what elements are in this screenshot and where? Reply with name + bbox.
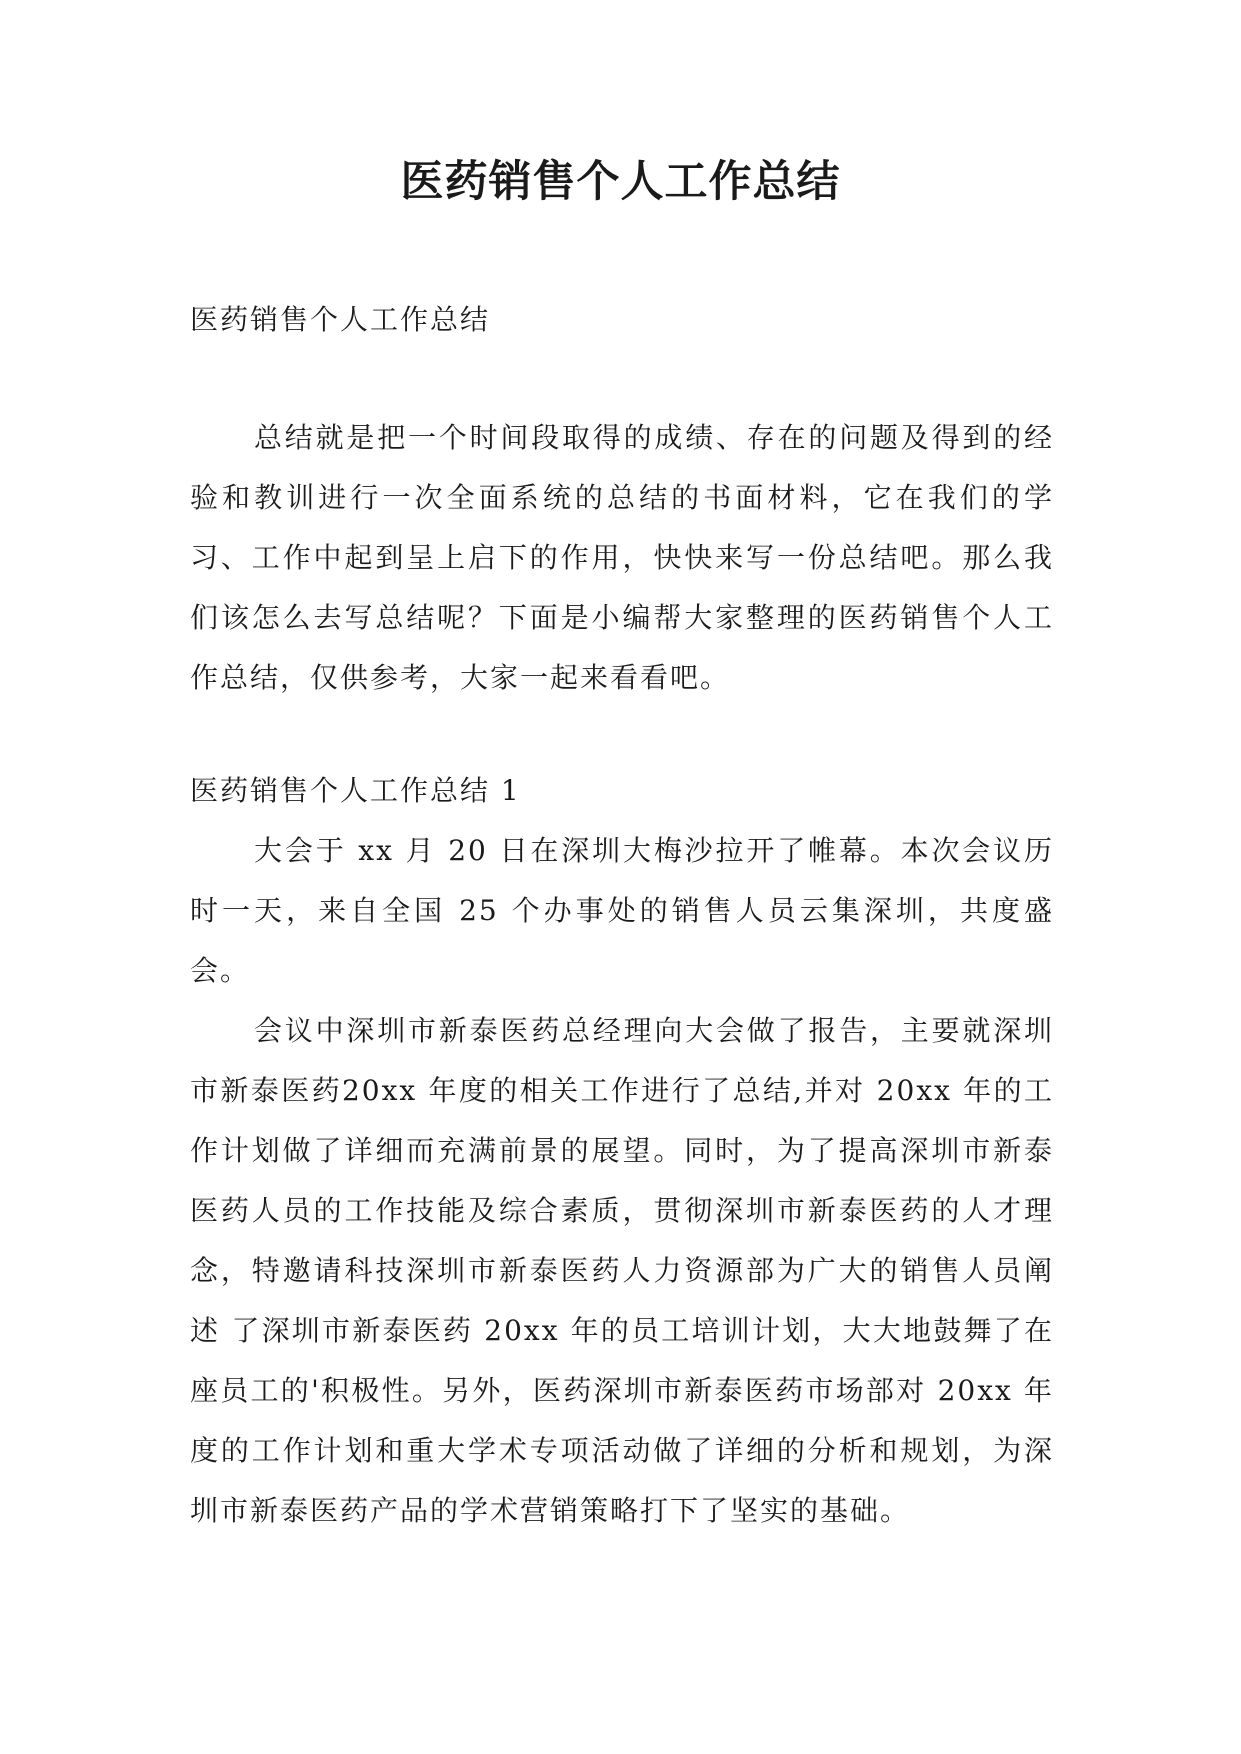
document-title: 医药销售个人工作总结	[400, 157, 841, 207]
body-paragraph-2: 会议中深圳市新泰医药总经理向大会做了报告，主要就深圳市新泰医药20xx 年度的相关工作进行了总结,并对 20xx 年的工作计划做了详细而充满前景的展望。同时，为了提高深圳市新泰医药人员的工作技能及综合素质，贯彻深圳市新泰医药的人才理念，特邀请科技深圳市新泰医药人力资源部为广大的销售人员阐述 了深圳市新泰医药 20xx 年的员工培训计划，大大地鼓舞了在座员工的'积极性。另外，医药深圳市新泰医药市场部对 20xx 年度的工作计划和重大学术专项活动做了详细的分析和规划，为深圳市新泰医药产品的学术营销策略打下了坚实的基础。	[190, 1014, 1054, 1527]
document-body	[190, 290, 1054, 1541]
body-paragraph-1: 大会于 xx 月 20 日在深圳大梅沙拉开了帷幕。本次会议历时一天，来自全国 25 个办事处的销售人员云集深圳，共度盛会。	[190, 834, 1054, 987]
section-heading: 医药销售个人工作总结 1	[190, 774, 521, 807]
document-subtitle: 医药销售个人工作总结	[190, 303, 491, 336]
intro-paragraph: 总结就是把一个时间段取得的成绩、存在的问题及得到的经验和教训进行一次全面系统的总结的书面材料，它在我们的学习、工作中起到呈上启下的作用，快快来写一份总结吧。那么我们该怎么去写总结呢？下面是小编帮大家整理的医药销售个人工作总结，仅供参考，大家一起来看看吧。	[190, 421, 1054, 694]
